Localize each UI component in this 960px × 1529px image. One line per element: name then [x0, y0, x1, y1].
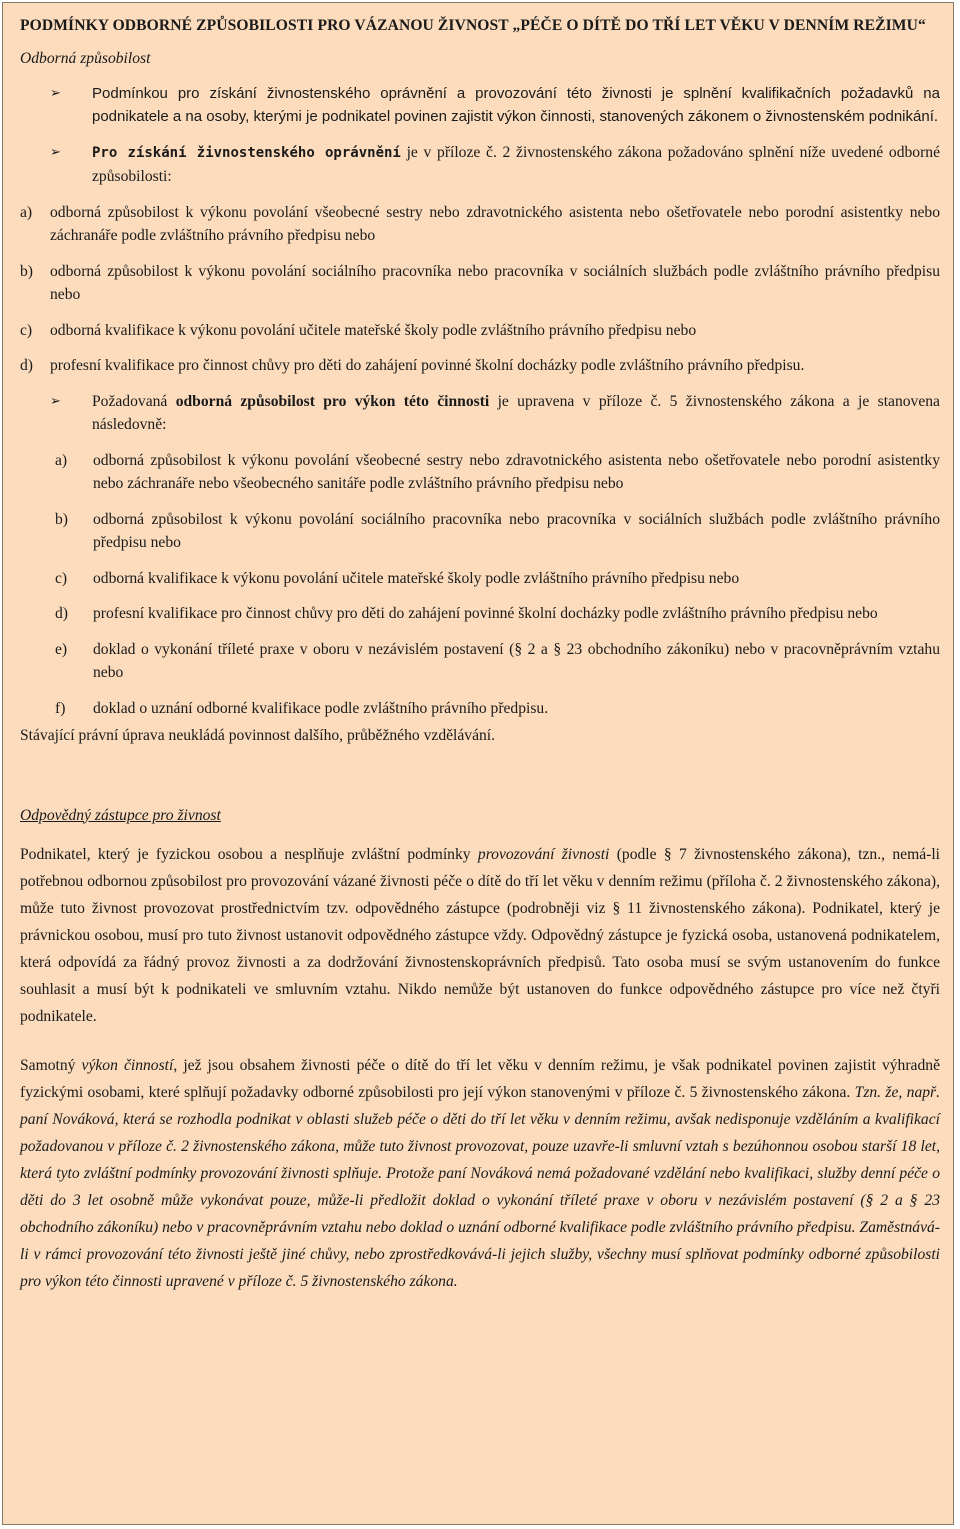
list-item-label: f) — [55, 699, 66, 717]
list-item-label: c) — [55, 569, 68, 587]
list-item-text: odborná kvalifikace k výkonu povolání učitele mateřské školy podle zvláštního právního předpisu nebo — [93, 569, 740, 587]
requirements-list-2 — [20, 449, 940, 721]
list-item-label: c) — [20, 321, 33, 339]
list-item-text: odborná způsobilost k výkonu povolání všeobecné sestry nebo zdravotnického asistenta nebo ošetřovatele nebo porodní asistentky nebo záchranáře podle zvláštního právního předpisu nebo — [50, 203, 940, 244]
paragraph-text: Podnikatel, který je fyzickou osobou a nesplňuje zvláštní podmínky — [20, 846, 478, 863]
list-item — [20, 567, 940, 591]
paragraph-text: , jež jsou obsahem živnosti péče o dítě do tří let věku v denním režimu, je však podnikatel povinen zajistit výhradně fyzickými osobami, které splňují požadavky odborné způsobilosti pro její výkon stanovenými v příloze č. 5 živnostenského zákona. — [20, 1057, 940, 1101]
bullet-lead-bold: Pro získání živnostenského oprávnění — [92, 144, 401, 161]
document-content — [20, 15, 940, 1307]
list-item-label: b) — [55, 510, 68, 528]
paragraph-text: (podle § 7 živnostenského zákona), tzn., nemá-li potřebnou odbornou způsobilost pro provozování vázané živnosti péče o dítě do tří let věku v denním režimu (příloha č. 2 živnostenského zákona), může tuto živnost provozovat prostřednictvím tzv. odpovědného zástupce (podrobněji viz § 11 živnostenského zákona). Podnikatel, který je právnickou osobou, musí pro tuto živnost ustanovit odpovědného zástupce vždy. Odpovědný zástupce je fyzická osoba, ustanovená podnikatelem, která odpovídá za řádný provoz živnosti a za dodržování živnostenskoprávních předpisů. Tato osoba musí se svým ustanovením do funkce souhlasit a musí být k podnikateli ve smluvním vztahu. Nikdo nemůže být ustanoven do funkce odpovědného zástupce pro více než čtyři podnikatele. — [20, 846, 940, 1025]
bullet-paragraph — [20, 82, 940, 129]
list-item-text: odborná způsobilost k výkonu povolání sociálního pracovníka nebo pracovníka v sociálních službách podle zvláštního právního předpisu nebo — [93, 510, 940, 551]
body-paragraph — [20, 841, 940, 1030]
paragraph-text-italic: výkon činností — [81, 1057, 174, 1074]
bullet-text: Požadovaná — [92, 392, 176, 410]
list-item-text: profesní kvalifikace pro činnost chůvy pro děti do zahájení povinné školní docházky podle zvláštního právního předpisu. — [50, 357, 805, 374]
body-paragraph — [20, 1052, 940, 1295]
list-item-label: e) — [55, 640, 68, 658]
list-item-label: b) — [20, 262, 33, 280]
list-item-text: profesní kvalifikace pro činnost chůvy pro děti do zahájení povinné školní docházky podle zvláštního právního předpisu nebo — [93, 605, 878, 622]
list-item-text: odborná způsobilost k výkonu povolání sociálního pracovníka nebo pracovníka v sociálních službách podle zvláštního právního předpisu nebo — [50, 262, 940, 303]
list-item — [20, 354, 940, 378]
section-heading-odborna-zpusobilost: Odborná způsobilost — [20, 50, 151, 67]
bullet-text: je v příloze č. 2 živnostenského zákona požadováno splnění níže uvedené odborné způsobilosti: — [92, 143, 940, 185]
arrow-bullet-icon: ➢ — [50, 85, 61, 101]
list-item-text: doklad o uznání odborné kvalifikace podle zvláštního právního předpisu. — [93, 699, 549, 717]
example-text-italic: Tzn. že, např. paní Nováková, která se rozhodla podnikat v oblasti služeb péče o děti do tří let věku v denním režimu, avšak nedisponuje vzděláním a kvalifikací požadovanou v příloze č. 2 živnostenského zákona, může tuto živnost provozovat, pouze uzavře-li smluvní vztah s bezúhonnou osobou starší 18 let, která tyto zvláštní podmínky provozování živnosti splňuje. Protože paní Nováková nemá požadované vzdělání nebo kvalifikaci, služby denní péče o děti do 3 let osobně může vykonávat pouze, může-li předložit doklad o vykonání tříleté praxe v oboru v nezávislém postavení (§ 2 a § 23 obchodního zákoníku) nebo v pracovněprávním vztahu nebo doklad o uznání odborné kvalifikace podle zvláštního právního předpisu. Zaměstnává-li v rámci provozování této živnosti ještě jiné chůvy, nebo zprostředkovává-li jejich služby, všechny musí splňovat podmínky odborné způsobilosti pro výkon této činnosti upravené v příloze č. 5 živnostenského zákona. — [20, 1084, 940, 1290]
list-item-label: d) — [55, 605, 68, 622]
bullet-text: je upravena v příloze č. 5 živnostenského zákona a je stanovena následovně: — [92, 392, 940, 433]
arrow-bullet-icon: ➢ — [50, 144, 61, 160]
paragraph-text: Samotný — [20, 1057, 82, 1074]
page-title: PODMÍNKY ODBORNÉ ZPŮSOBILOSTI PRO VÁZANOU ŽIVNOST „PÉČE O DÍTĚ DO TŘÍ LET VĚKU V DENNÍM REŽIMU“ — [20, 17, 926, 34]
list-item-label: d) — [20, 357, 33, 374]
list-item — [20, 508, 940, 555]
list-item-label: a) — [20, 203, 33, 221]
list-item — [20, 201, 940, 248]
list-item — [20, 319, 940, 343]
list-item-text: doklad o vykonání tříleté praxe v oboru v nezávislém postavení (§ 2 a § 23 obchodního zákoníku) nebo v pracovněprávním vztahu nebo — [93, 640, 940, 681]
section-heading-odpovedny-zastupce: Odpovědný zástupce pro živnost — [20, 806, 221, 824]
list-item — [20, 697, 940, 721]
list-item — [20, 449, 940, 496]
paragraph-text-italic: provozování živnosti — [477, 846, 610, 863]
bullet-paragraph — [20, 141, 940, 189]
requirements-list — [20, 201, 940, 378]
list-item — [20, 602, 940, 626]
bullet-text: Podmínkou pro získání živnostenského oprávnění a provozování této živnosti je splnění kvalifikačních požadavků na podnikatele a na osoby, kterými je podnikatel povinen zajistit výkon činnosti, stanovených zákonem o živnostenském podnikání. — [92, 84, 940, 125]
list-item-text: odborná kvalifikace k výkonu povolání učitele mateřské školy podle zvláštního právního předpisu nebo — [50, 321, 697, 339]
bullet-text-bold: odborná způsobilost pro výkon této činnosti — [175, 392, 490, 410]
list-item-text: odborná způsobilost k výkonu povolání všeobecné sestry nebo zdravotnického asistenta nebo ošetřovatele nebo porodní asistentky nebo záchranáře nebo všeobecného sanitáře podle zvláštního právního předpisu nebo — [93, 451, 940, 492]
list-item-label: a) — [55, 451, 68, 469]
closing-paragraph: Stávající právní úprava neukládá povinnost dalšího, průběžného vzdělávání. — [20, 727, 496, 744]
document-page — [2, 2, 954, 1525]
arrow-bullet-icon: ➢ — [50, 393, 61, 409]
section-spacer — [20, 760, 940, 804]
bullet-paragraph — [20, 390, 940, 437]
list-item — [20, 260, 940, 307]
list-item — [20, 638, 940, 685]
